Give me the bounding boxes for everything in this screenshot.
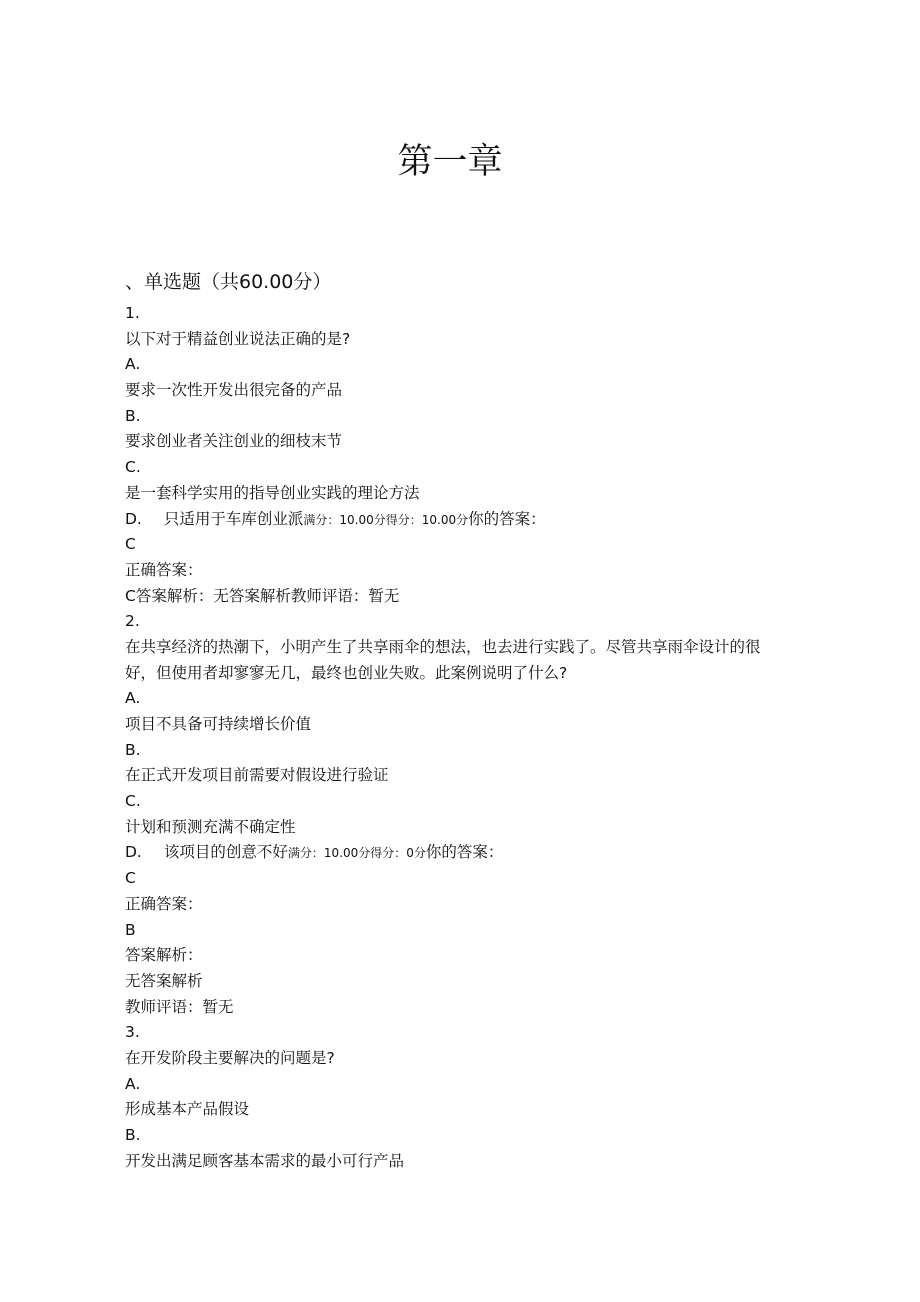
your-answer-label: 你的答案： bbox=[425, 843, 504, 862]
option-letter: C. bbox=[125, 458, 141, 477]
score-info: 满分：10.00分得分：0分 bbox=[287, 846, 426, 861]
option-letter: A. bbox=[125, 355, 141, 374]
chapter-title: 第一章 bbox=[397, 142, 503, 182]
question-stem: 在开发阶段主要解决的问题是? bbox=[125, 1048, 335, 1067]
analysis-text: 无答案解析 bbox=[125, 971, 203, 990]
question-stem: 以下对于精益创业说法正确的是? bbox=[125, 329, 351, 348]
teacher-comment: 教师评语：暂无 bbox=[125, 997, 234, 1016]
option-text: 该项目的创意不好 bbox=[163, 843, 288, 862]
analysis-label: 答案解析： bbox=[125, 946, 203, 965]
option-text: 是一套科学实用的指导创业实践的理论方法 bbox=[125, 483, 420, 502]
option-text: 形成基本产品假设 bbox=[125, 1100, 250, 1119]
option-letter: D. bbox=[125, 509, 142, 528]
option-letter: B. bbox=[125, 406, 141, 425]
option-letter: B. bbox=[125, 740, 141, 759]
question-stem: 在共享经济的热潮下，小明产生了共享雨伞的想法，也去进行实践了。尽管共享雨伞设计的很好，但使用者却寥寥无几，最终也创业失败。此案例说明了什么? bbox=[125, 637, 761, 682]
your-answer: C bbox=[125, 535, 136, 554]
correct-answer-label: 正确答案： bbox=[125, 560, 203, 579]
section-heading: 、单选题（共60.00分） bbox=[125, 271, 332, 293]
question-number: 3. bbox=[125, 1023, 140, 1042]
option-text: 项目不具备可持续增长价值 bbox=[125, 715, 312, 734]
option-text: 在正式开发项目前需要对假设进行验证 bbox=[125, 766, 389, 785]
question-list bbox=[125, 301, 785, 1174]
correct-answer-label: 正确答案： bbox=[125, 894, 203, 913]
your-answer: C bbox=[125, 869, 136, 888]
question-number: 1. bbox=[125, 304, 140, 322]
option-letter: A. bbox=[125, 689, 141, 708]
option-text: 要求创业者关注创业的细枝末节 bbox=[125, 432, 343, 451]
option-text: 计划和预测充满不确定性 bbox=[125, 817, 296, 836]
score-info: 满分：10.00分得分：10.00分 bbox=[303, 512, 469, 527]
option-d-with-score bbox=[125, 507, 785, 533]
your-answer-label: 你的答案： bbox=[468, 509, 546, 528]
option-letter: C. bbox=[125, 792, 141, 811]
option-text: 要求一次性开发出很完备的产品 bbox=[125, 381, 343, 400]
option-letter: B. bbox=[125, 1126, 141, 1145]
correct-answer: B bbox=[125, 920, 136, 939]
option-text: 只适用于车库创业派 bbox=[163, 509, 304, 528]
option-d-with-score bbox=[125, 840, 785, 866]
option-letter: A. bbox=[125, 1074, 141, 1093]
question-number: 2. bbox=[125, 612, 140, 631]
option-letter: D. bbox=[125, 843, 142, 862]
correct-answer-and-analysis: C答案解析：无答案解析教师评语：暂无 bbox=[125, 586, 400, 605]
option-text: 开发出满足顾客基本需求的最小可行产品 bbox=[125, 1151, 405, 1170]
